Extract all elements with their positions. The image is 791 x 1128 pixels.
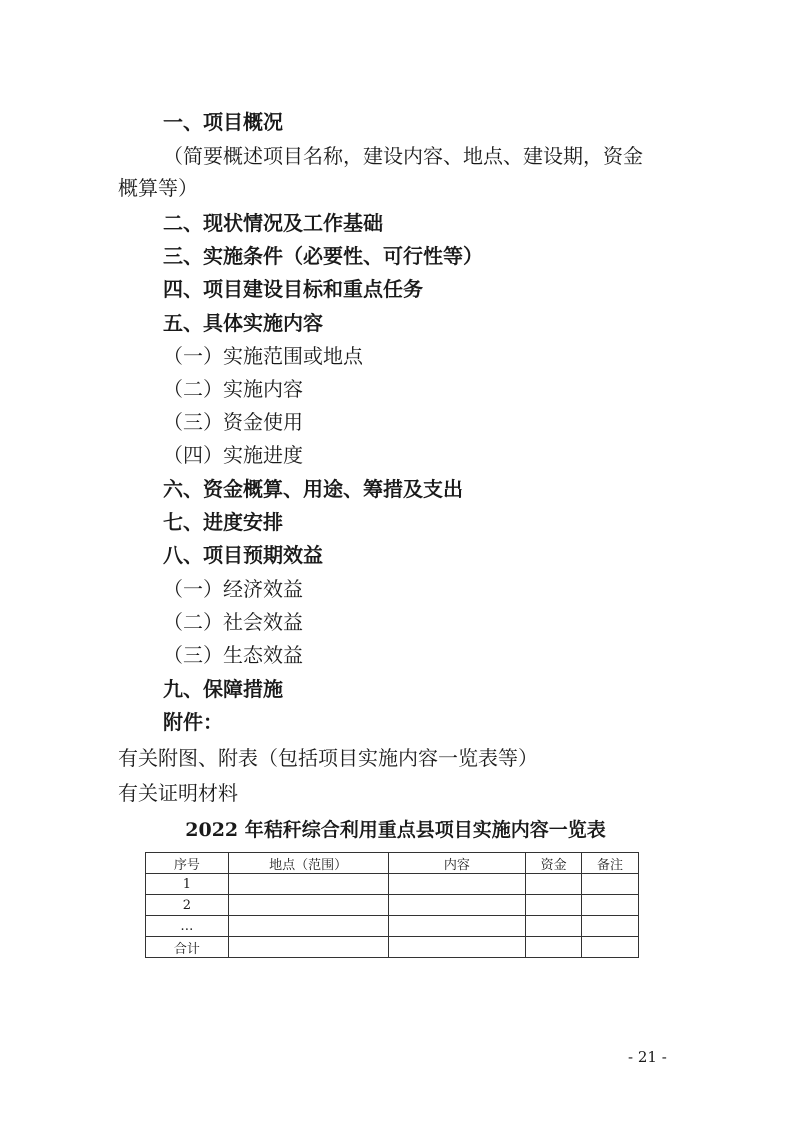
- header-funds: 资金: [526, 853, 582, 874]
- row-remarks: [582, 937, 639, 958]
- row-remarks: [582, 895, 639, 916]
- header-remarks: 备注: [582, 853, 639, 874]
- row-index: 合计: [146, 937, 229, 958]
- row-content: [388, 937, 526, 958]
- row-funds: [526, 916, 582, 937]
- attachment-item-1: 有关附图、附表（包括项目实施内容一览表等）: [118, 746, 538, 770]
- section-5-item-4: （四）实施进度: [163, 443, 303, 467]
- section-5-heading: 五、具体实施内容: [163, 311, 323, 335]
- table-row: [146, 916, 639, 937]
- row-funds: [526, 937, 582, 958]
- attachments-label: 附件：: [163, 710, 223, 734]
- table-row: [146, 895, 639, 916]
- implementation-table: [145, 852, 639, 958]
- section-8-item-1: （一）经济效益: [163, 577, 303, 601]
- row-location: [228, 895, 388, 916]
- section-1-heading: 一、项目概况: [163, 110, 283, 134]
- table-header-row: [146, 853, 639, 874]
- row-index: 2: [146, 895, 229, 916]
- table-row: [146, 874, 639, 895]
- section-1-desc-line1: （简要概述项目名称，建设内容、地点、建设期，资金: [163, 144, 643, 168]
- row-location: [228, 874, 388, 895]
- row-remarks: [582, 874, 639, 895]
- header-index: 序号: [146, 853, 229, 874]
- row-content: [388, 916, 526, 937]
- section-5-item-1: （一）实施范围或地点: [163, 344, 363, 368]
- header-content: 内容: [388, 853, 526, 874]
- section-7-heading: 七、进度安排: [163, 510, 283, 534]
- section-6-heading: 六、资金概算、用途、筹措及支出: [163, 477, 463, 501]
- row-index: …: [146, 916, 229, 937]
- page-number: - 21 -: [628, 1048, 667, 1066]
- attachment-item-2: 有关证明材料: [118, 781, 238, 805]
- section-9-heading: 九、保障措施: [163, 677, 283, 701]
- row-location: [228, 916, 388, 937]
- section-5-item-2: （二）实施内容: [163, 377, 303, 401]
- header-location: 地点（范围）: [228, 853, 388, 874]
- row-content: [388, 874, 526, 895]
- row-location: [228, 937, 388, 958]
- table-title: 2022 年秸秆综合利用重点县项目实施内容一览表: [185, 819, 606, 841]
- section-3-heading: 三、实施条件（必要性、可行性等）: [163, 244, 483, 268]
- row-funds: [526, 874, 582, 895]
- section-8-item-3: （三）生态效益: [163, 643, 303, 667]
- row-index: 1: [146, 874, 229, 895]
- section-4-heading: 四、项目建设目标和重点任务: [163, 277, 423, 301]
- row-remarks: [582, 916, 639, 937]
- table-total-row: [146, 937, 639, 958]
- section-8-heading: 八、项目预期效益: [163, 543, 323, 567]
- section-5-item-3: （三）资金使用: [163, 410, 303, 434]
- section-2-heading: 二、现状情况及工作基础: [163, 211, 383, 235]
- row-funds: [526, 895, 582, 916]
- section-8-item-2: （二）社会效益: [163, 610, 303, 634]
- section-1-desc-line2: 概算等）: [118, 176, 198, 200]
- row-content: [388, 895, 526, 916]
